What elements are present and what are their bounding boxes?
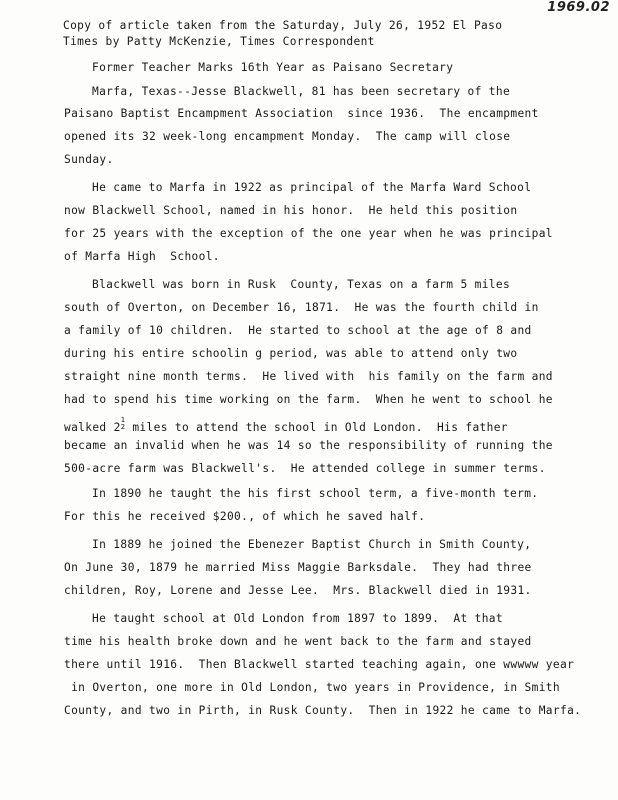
paragraph-line: Blackwell was born in Rusk County, Texas on a farm 5 miles [92, 278, 511, 291]
header-line-1: Copy of article taken from the Saturday, July 26, 1952 El Paso [63, 19, 503, 32]
paragraph-line: now Blackwell School, named in his honor. He held this position [64, 204, 518, 217]
paragraph-line: straight nine month terms. He lived with his family on the farm and [64, 370, 553, 383]
paragraph-line-walked [64, 417, 508, 433]
paragraph-line: during his entire schoolin g period, was able to attend only two [64, 347, 518, 360]
paragraph-line: time his health broke down and he went back to the farm and stayed [64, 635, 532, 648]
paragraph-line: He came to Marfa in 1922 as principal of the Marfa Ward School [92, 181, 532, 194]
paragraph-line: in Overton, one more in Old London, two years in Providence, in Smith [64, 681, 560, 694]
paragraph-line: 500-acre farm was Blackwell's. He attended college in summer terms. [64, 462, 546, 475]
paragraph-line: became an invalid when he was 14 so the responsibility of running the [64, 439, 553, 452]
paragraph-line: Marfa, Texas--Jesse Blackwell, 81 has been secretary of the [92, 85, 511, 98]
paragraph-line: of Marfa High School. [64, 250, 220, 263]
paragraph-line: Paisano Baptist Encampment Association since 1936. The encampment [64, 107, 539, 120]
paragraph-line: a family of 10 children. He started to school at the age of 8 and [64, 324, 532, 337]
paragraph-line: He taught school at Old London from 1897 to 1899. At that [92, 612, 503, 625]
paragraph-line: For this he received $200., of which he saved half. [64, 510, 426, 523]
walked-text-after: miles to attend the school in Old London. His father [125, 421, 508, 434]
paragraph-line: In 1889 he joined the Ebenezer Baptist Church in Smith County, [92, 538, 532, 551]
header-line-2: Times by Patty McKenzie, Times Correspondent [63, 35, 375, 48]
paragraph-line: for 25 years with the exception of the one year when he was principal [64, 227, 553, 240]
walked-text-before: walked 2 [64, 421, 121, 434]
fraction-denominator: 2 [120, 423, 126, 431]
paragraph-line: there until 1916. Then Blackwell started teaching again, one wwwww year [64, 658, 575, 671]
accession-number: 1969.02 [547, 0, 610, 15]
fraction-numerator: 1 [120, 416, 126, 424]
paragraph-line: had to spend his time working on the farm. When he went to school he [64, 393, 553, 406]
headline: Former Teacher Marks 16th Year as Paisano Secretary [92, 61, 454, 74]
paragraph-line: In 1890 he taught the his first school term, a five-month term. [92, 487, 539, 500]
paragraph-line: On June 30, 1879 he married Miss Maggie Barksdale. They had three [64, 561, 532, 574]
paragraph-line: south of Overton, on December 16, 1871. He was the fourth child in [64, 301, 539, 314]
paragraph-line: children, Roy, Lorene and Jesse Lee. Mrs. Blackwell died in 1931. [64, 584, 532, 597]
paragraph-line: Sunday. [64, 153, 114, 166]
paragraph-line: opened its 32 week-long encampment Monday. The camp will close [64, 130, 511, 143]
paragraph-line: County, and two in Pirth, in Rusk County. Then in 1922 he came to Marfa. [64, 704, 582, 717]
